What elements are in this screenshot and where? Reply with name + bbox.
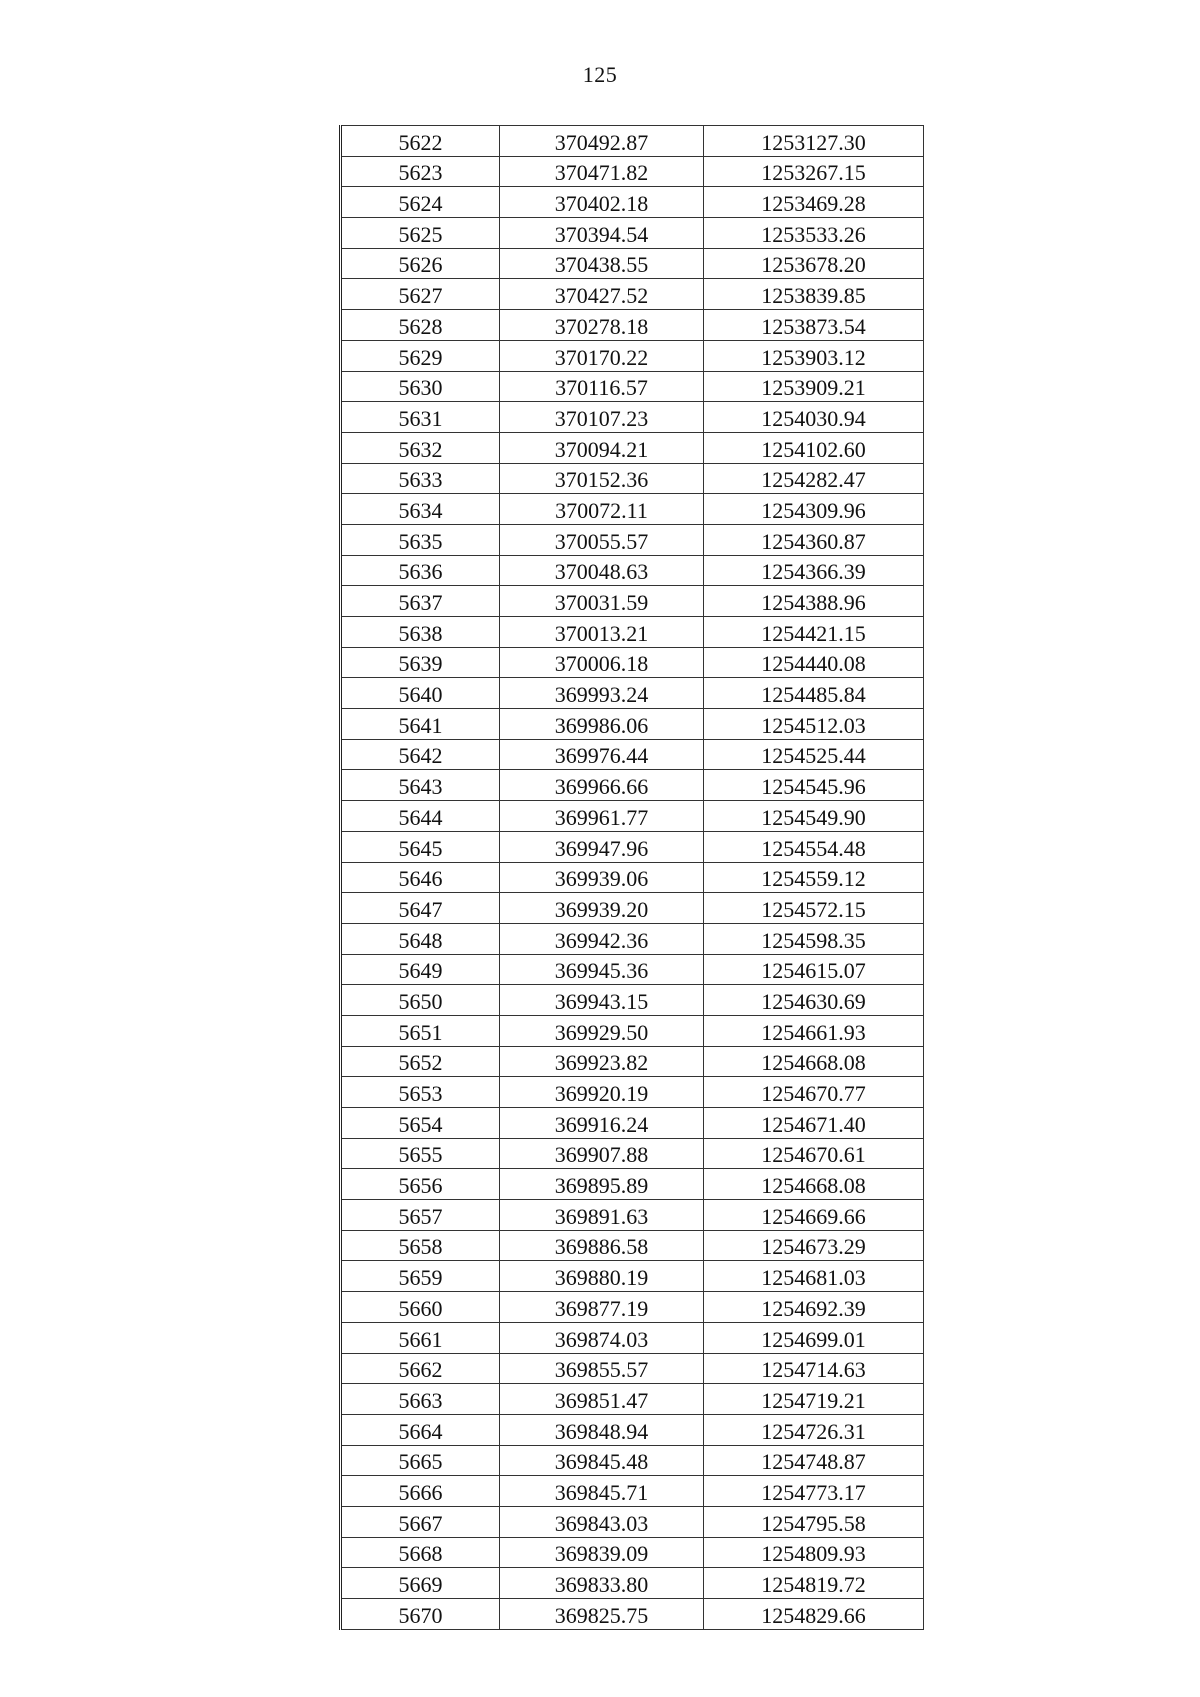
table-row <box>341 524 924 555</box>
y-coordinate-cell: 1253909.21 <box>704 371 924 402</box>
y-coordinate-cell: 1254388.96 <box>704 586 924 617</box>
y-coordinate-cell: 1254102.60 <box>704 432 924 463</box>
table-row <box>341 1292 924 1323</box>
y-coordinate-cell: 1254366.39 <box>704 555 924 586</box>
y-coordinate-cell: 1253469.28 <box>704 187 924 218</box>
y-coordinate-cell: 1254819.72 <box>704 1568 924 1599</box>
x-coordinate-cell: 369839.09 <box>500 1537 704 1568</box>
point-number-cell: 5647 <box>341 893 500 924</box>
point-number-cell: 5622 <box>341 126 500 157</box>
x-coordinate-cell: 369976.44 <box>500 739 704 770</box>
y-coordinate-cell: 1254572.15 <box>704 893 924 924</box>
x-coordinate-cell: 370152.36 <box>500 463 704 494</box>
x-coordinate-cell: 370394.54 <box>500 218 704 249</box>
x-coordinate-cell: 369845.48 <box>500 1445 704 1476</box>
table-row <box>341 1476 924 1507</box>
point-number-cell: 5635 <box>341 524 500 555</box>
y-coordinate-cell: 1253678.20 <box>704 248 924 279</box>
table-row <box>341 678 924 709</box>
point-number-cell: 5660 <box>341 1292 500 1323</box>
point-number-cell: 5638 <box>341 617 500 648</box>
table-row <box>341 954 924 985</box>
table-row <box>341 1200 924 1231</box>
table-row <box>341 1537 924 1568</box>
y-coordinate-cell: 1254554.48 <box>704 831 924 862</box>
coordinates-table-body <box>341 126 924 1630</box>
table-row <box>341 340 924 371</box>
x-coordinate-cell: 370170.22 <box>500 340 704 371</box>
y-coordinate-cell: 1253873.54 <box>704 310 924 341</box>
point-number-cell: 5628 <box>341 310 500 341</box>
x-coordinate-cell: 370031.59 <box>500 586 704 617</box>
y-coordinate-cell: 1254615.07 <box>704 954 924 985</box>
table-row <box>341 893 924 924</box>
table-row <box>341 923 924 954</box>
table-row <box>341 402 924 433</box>
table-row <box>341 371 924 402</box>
table-row <box>341 770 924 801</box>
table-row <box>341 248 924 279</box>
y-coordinate-cell: 1254545.96 <box>704 770 924 801</box>
table-row <box>341 310 924 341</box>
x-coordinate-cell: 369943.15 <box>500 985 704 1016</box>
table-row <box>341 709 924 740</box>
table-row <box>341 1599 924 1630</box>
y-coordinate-cell: 1254309.96 <box>704 494 924 525</box>
x-coordinate-cell: 369916.24 <box>500 1108 704 1139</box>
table-row <box>341 1046 924 1077</box>
table-row <box>341 617 924 648</box>
table-row <box>341 739 924 770</box>
table-row <box>341 1108 924 1139</box>
table-row <box>341 187 924 218</box>
point-number-cell: 5663 <box>341 1384 500 1415</box>
table-row <box>341 1261 924 1292</box>
y-coordinate-cell: 1254598.35 <box>704 923 924 954</box>
point-number-cell: 5651 <box>341 1015 500 1046</box>
y-coordinate-cell: 1254719.21 <box>704 1384 924 1415</box>
x-coordinate-cell: 369874.03 <box>500 1322 704 1353</box>
point-number-cell: 5662 <box>341 1353 500 1384</box>
y-coordinate-cell: 1254360.87 <box>704 524 924 555</box>
y-coordinate-cell: 1254714.63 <box>704 1353 924 1384</box>
y-coordinate-cell: 1253127.30 <box>704 126 924 157</box>
table-row <box>341 218 924 249</box>
x-coordinate-cell: 369851.47 <box>500 1384 704 1415</box>
x-coordinate-cell: 370427.52 <box>500 279 704 310</box>
table-row <box>341 862 924 893</box>
x-coordinate-cell: 369855.57 <box>500 1353 704 1384</box>
x-coordinate-cell: 370055.57 <box>500 524 704 555</box>
x-coordinate-cell: 370438.55 <box>500 248 704 279</box>
table-row <box>341 1414 924 1445</box>
x-coordinate-cell: 369891.63 <box>500 1200 704 1231</box>
x-coordinate-cell: 369942.36 <box>500 923 704 954</box>
table-row <box>341 1015 924 1046</box>
table-row <box>341 1138 924 1169</box>
table-row <box>341 1568 924 1599</box>
x-coordinate-cell: 370492.87 <box>500 126 704 157</box>
table-row <box>341 586 924 617</box>
point-number-cell: 5658 <box>341 1230 500 1261</box>
point-number-cell: 5637 <box>341 586 500 617</box>
x-coordinate-cell: 369920.19 <box>500 1077 704 1108</box>
point-number-cell: 5657 <box>341 1200 500 1231</box>
x-coordinate-cell: 369907.88 <box>500 1138 704 1169</box>
y-coordinate-cell: 1254671.40 <box>704 1108 924 1139</box>
y-coordinate-cell: 1254670.61 <box>704 1138 924 1169</box>
table-row <box>341 1384 924 1415</box>
table-row <box>341 985 924 1016</box>
point-number-cell: 5641 <box>341 709 500 740</box>
y-coordinate-cell: 1253839.85 <box>704 279 924 310</box>
point-number-cell: 5624 <box>341 187 500 218</box>
y-coordinate-cell: 1254030.94 <box>704 402 924 433</box>
x-coordinate-cell: 369929.50 <box>500 1015 704 1046</box>
x-coordinate-cell: 370072.11 <box>500 494 704 525</box>
point-number-cell: 5626 <box>341 248 500 279</box>
point-number-cell: 5667 <box>341 1506 500 1537</box>
table-row <box>341 156 924 187</box>
x-coordinate-cell: 370048.63 <box>500 555 704 586</box>
y-coordinate-cell: 1254525.44 <box>704 739 924 770</box>
table-row <box>341 126 924 157</box>
table-row <box>341 801 924 832</box>
x-coordinate-cell: 370094.21 <box>500 432 704 463</box>
table-row <box>341 1445 924 1476</box>
y-coordinate-cell: 1254440.08 <box>704 647 924 678</box>
point-number-cell: 5646 <box>341 862 500 893</box>
x-coordinate-cell: 369961.77 <box>500 801 704 832</box>
table-row <box>341 1230 924 1261</box>
point-number-cell: 5625 <box>341 218 500 249</box>
point-number-cell: 5669 <box>341 1568 500 1599</box>
x-coordinate-cell: 369939.06 <box>500 862 704 893</box>
table-row <box>341 831 924 862</box>
point-number-cell: 5631 <box>341 402 500 433</box>
point-number-cell: 5655 <box>341 1138 500 1169</box>
point-number-cell: 5668 <box>341 1537 500 1568</box>
point-number-cell: 5633 <box>341 463 500 494</box>
x-coordinate-cell: 369848.94 <box>500 1414 704 1445</box>
y-coordinate-cell: 1254512.03 <box>704 709 924 740</box>
y-coordinate-cell: 1253533.26 <box>704 218 924 249</box>
x-coordinate-cell: 369966.66 <box>500 770 704 801</box>
table-row <box>341 1077 924 1108</box>
y-coordinate-cell: 1254421.15 <box>704 617 924 648</box>
point-number-cell: 5645 <box>341 831 500 862</box>
point-number-cell: 5629 <box>341 340 500 371</box>
point-number-cell: 5653 <box>341 1077 500 1108</box>
point-number-cell: 5666 <box>341 1476 500 1507</box>
x-coordinate-cell: 369833.80 <box>500 1568 704 1599</box>
point-number-cell: 5639 <box>341 647 500 678</box>
point-number-cell: 5648 <box>341 923 500 954</box>
point-number-cell: 5632 <box>341 432 500 463</box>
point-number-cell: 5654 <box>341 1108 500 1139</box>
x-coordinate-cell: 369845.71 <box>500 1476 704 1507</box>
x-coordinate-cell: 369843.03 <box>500 1506 704 1537</box>
y-coordinate-cell: 1254485.84 <box>704 678 924 709</box>
x-coordinate-cell: 369947.96 <box>500 831 704 862</box>
x-coordinate-cell: 370006.18 <box>500 647 704 678</box>
point-number-cell: 5670 <box>341 1599 500 1630</box>
x-coordinate-cell: 370116.57 <box>500 371 704 402</box>
x-coordinate-cell: 369886.58 <box>500 1230 704 1261</box>
coordinates-table <box>339 125 924 1630</box>
y-coordinate-cell: 1254681.03 <box>704 1261 924 1292</box>
table-row <box>341 555 924 586</box>
x-coordinate-cell: 370107.23 <box>500 402 704 433</box>
page-number: 125 <box>582 62 618 87</box>
y-coordinate-cell: 1254549.90 <box>704 801 924 832</box>
table-row <box>341 647 924 678</box>
point-number-cell: 5636 <box>341 555 500 586</box>
y-coordinate-cell: 1254692.39 <box>704 1292 924 1323</box>
point-number-cell: 5650 <box>341 985 500 1016</box>
y-coordinate-cell: 1254668.08 <box>704 1169 924 1200</box>
y-coordinate-cell: 1254282.47 <box>704 463 924 494</box>
y-coordinate-cell: 1254630.69 <box>704 985 924 1016</box>
y-coordinate-cell: 1254673.29 <box>704 1230 924 1261</box>
point-number-cell: 5652 <box>341 1046 500 1077</box>
x-coordinate-cell: 369825.75 <box>500 1599 704 1630</box>
x-coordinate-cell: 370278.18 <box>500 310 704 341</box>
x-coordinate-cell: 369945.36 <box>500 954 704 985</box>
point-number-cell: 5664 <box>341 1414 500 1445</box>
table-row <box>341 463 924 494</box>
table-row <box>341 1169 924 1200</box>
x-coordinate-cell: 369939.20 <box>500 893 704 924</box>
y-coordinate-cell: 1254661.93 <box>704 1015 924 1046</box>
point-number-cell: 5644 <box>341 801 500 832</box>
point-number-cell: 5627 <box>341 279 500 310</box>
y-coordinate-cell: 1254829.66 <box>704 1599 924 1630</box>
point-number-cell: 5642 <box>341 739 500 770</box>
y-coordinate-cell: 1254726.31 <box>704 1414 924 1445</box>
point-number-cell: 5659 <box>341 1261 500 1292</box>
y-coordinate-cell: 1254559.12 <box>704 862 924 893</box>
point-number-cell: 5634 <box>341 494 500 525</box>
x-coordinate-cell: 370402.18 <box>500 187 704 218</box>
x-coordinate-cell: 369895.89 <box>500 1169 704 1200</box>
point-number-cell: 5661 <box>341 1322 500 1353</box>
y-coordinate-cell: 1254809.93 <box>704 1537 924 1568</box>
x-coordinate-cell: 369923.82 <box>500 1046 704 1077</box>
point-number-cell: 5630 <box>341 371 500 402</box>
y-coordinate-cell: 1254773.17 <box>704 1476 924 1507</box>
y-coordinate-cell: 1254670.77 <box>704 1077 924 1108</box>
table-row <box>341 494 924 525</box>
x-coordinate-cell: 370471.82 <box>500 156 704 187</box>
table-row <box>341 1322 924 1353</box>
x-coordinate-cell: 370013.21 <box>500 617 704 648</box>
y-coordinate-cell: 1253267.15 <box>704 156 924 187</box>
y-coordinate-cell: 1254699.01 <box>704 1322 924 1353</box>
table-row <box>341 1506 924 1537</box>
point-number-cell: 5643 <box>341 770 500 801</box>
point-number-cell: 5649 <box>341 954 500 985</box>
table-row <box>341 432 924 463</box>
y-coordinate-cell: 1254748.87 <box>704 1445 924 1476</box>
x-coordinate-cell: 369986.06 <box>500 709 704 740</box>
y-coordinate-cell: 1253903.12 <box>704 340 924 371</box>
point-number-cell: 5656 <box>341 1169 500 1200</box>
y-coordinate-cell: 1254795.58 <box>704 1506 924 1537</box>
x-coordinate-cell: 369880.19 <box>500 1261 704 1292</box>
y-coordinate-cell: 1254669.66 <box>704 1200 924 1231</box>
point-number-cell: 5640 <box>341 678 500 709</box>
point-number-cell: 5623 <box>341 156 500 187</box>
x-coordinate-cell: 369993.24 <box>500 678 704 709</box>
table-row <box>341 1353 924 1384</box>
table-row <box>341 279 924 310</box>
y-coordinate-cell: 1254668.08 <box>704 1046 924 1077</box>
x-coordinate-cell: 369877.19 <box>500 1292 704 1323</box>
point-number-cell: 5665 <box>341 1445 500 1476</box>
